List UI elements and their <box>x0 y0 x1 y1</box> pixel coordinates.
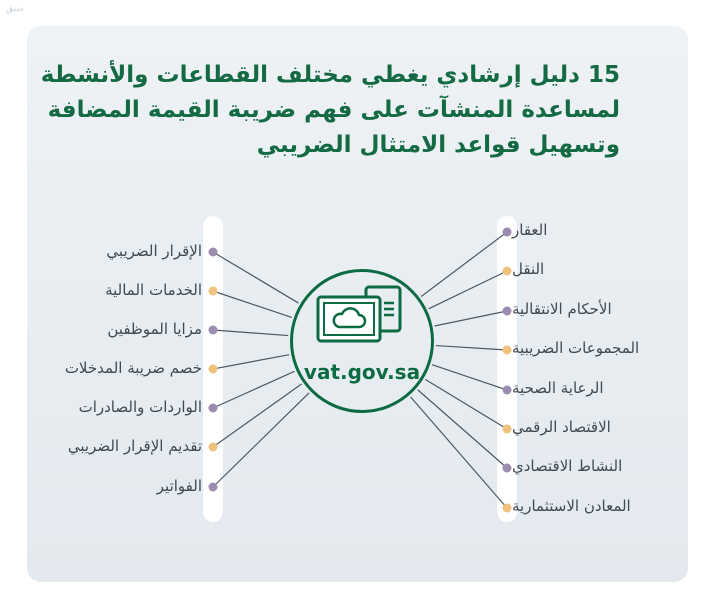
bullet-dot-right-1 <box>503 228 512 237</box>
bullet-dot-left-1 <box>209 248 218 257</box>
connector-left-3 <box>213 330 288 336</box>
bullet-dot-right-4 <box>503 346 512 355</box>
connector-left-4 <box>213 355 289 369</box>
category-label-left-4: خصم ضريبة المدخلات <box>64 359 202 377</box>
connector-right-1 <box>421 232 507 297</box>
category-label-right-1: العقار <box>512 221 548 239</box>
bullet-dot-right-7 <box>503 464 512 473</box>
category-label-left-3: مزايا الموظفين <box>107 320 202 338</box>
category-label-right-8: المعادن الاستثمارية <box>512 497 631 515</box>
connector-right-4 <box>436 346 507 350</box>
connector-left-6 <box>213 384 302 447</box>
bullet-dot-right-3 <box>503 307 512 316</box>
hub-url: vat.gov.sa <box>303 360 421 384</box>
category-label-left-6: تقديم الإقرار الضريبي <box>67 437 202 455</box>
category-label-left-2: الخدمات المالية <box>105 281 202 299</box>
category-label-right-6: الاقتصاد الرقمي <box>512 418 611 436</box>
corner-watermark: سبق <box>6 4 24 14</box>
headline-line-1: 15 دليل إرشادي يغطي مختلف القطاعات والأنشطة <box>40 62 620 88</box>
headline-line-2: لمساعدة المنشآت على فهم ضريبة القيمة المضافة <box>47 97 620 123</box>
category-label-right-5: الرعاية الصحية <box>512 379 604 397</box>
bullet-dot-right-8 <box>503 504 512 513</box>
category-label-left-7: الفواتير <box>156 477 202 495</box>
connector-right-3 <box>434 311 507 326</box>
category-label-right-3: الأحكام الانتقالية <box>512 300 612 318</box>
category-label-right-2: النقل <box>512 260 545 278</box>
category-label-right-7: النشاط الاقتصادي <box>512 457 623 475</box>
connector-right-8 <box>411 397 507 508</box>
bullet-dot-left-7 <box>209 483 218 492</box>
bullet-dot-right-2 <box>503 267 512 276</box>
bullet-dot-right-6 <box>503 425 512 434</box>
bullet-dot-left-3 <box>209 326 218 335</box>
connector-left-2 <box>213 291 292 317</box>
category-label-left-5: الواردات والصادرات <box>78 398 202 416</box>
bullet-dot-left-6 <box>209 443 218 452</box>
bullet-dot-left-5 <box>209 404 218 413</box>
category-label-left-1: الإقرار الضريبي <box>106 242 202 260</box>
headline-line-3: وتسهيل قواعد الامتثال الضريبي <box>256 132 620 158</box>
bullet-dot-right-5 <box>503 386 512 395</box>
connector-left-5 <box>213 371 295 408</box>
connector-right-5 <box>432 365 507 390</box>
connector-left-7 <box>213 393 309 487</box>
bullet-dot-left-4 <box>209 365 218 374</box>
connector-right-6 <box>425 379 507 429</box>
category-label-right-4: المجموعات الضريبية <box>512 339 640 357</box>
cloud-monitor-document-icon <box>312 285 412 347</box>
connector-right-2 <box>429 271 507 309</box>
bullet-dot-left-2 <box>209 287 218 296</box>
